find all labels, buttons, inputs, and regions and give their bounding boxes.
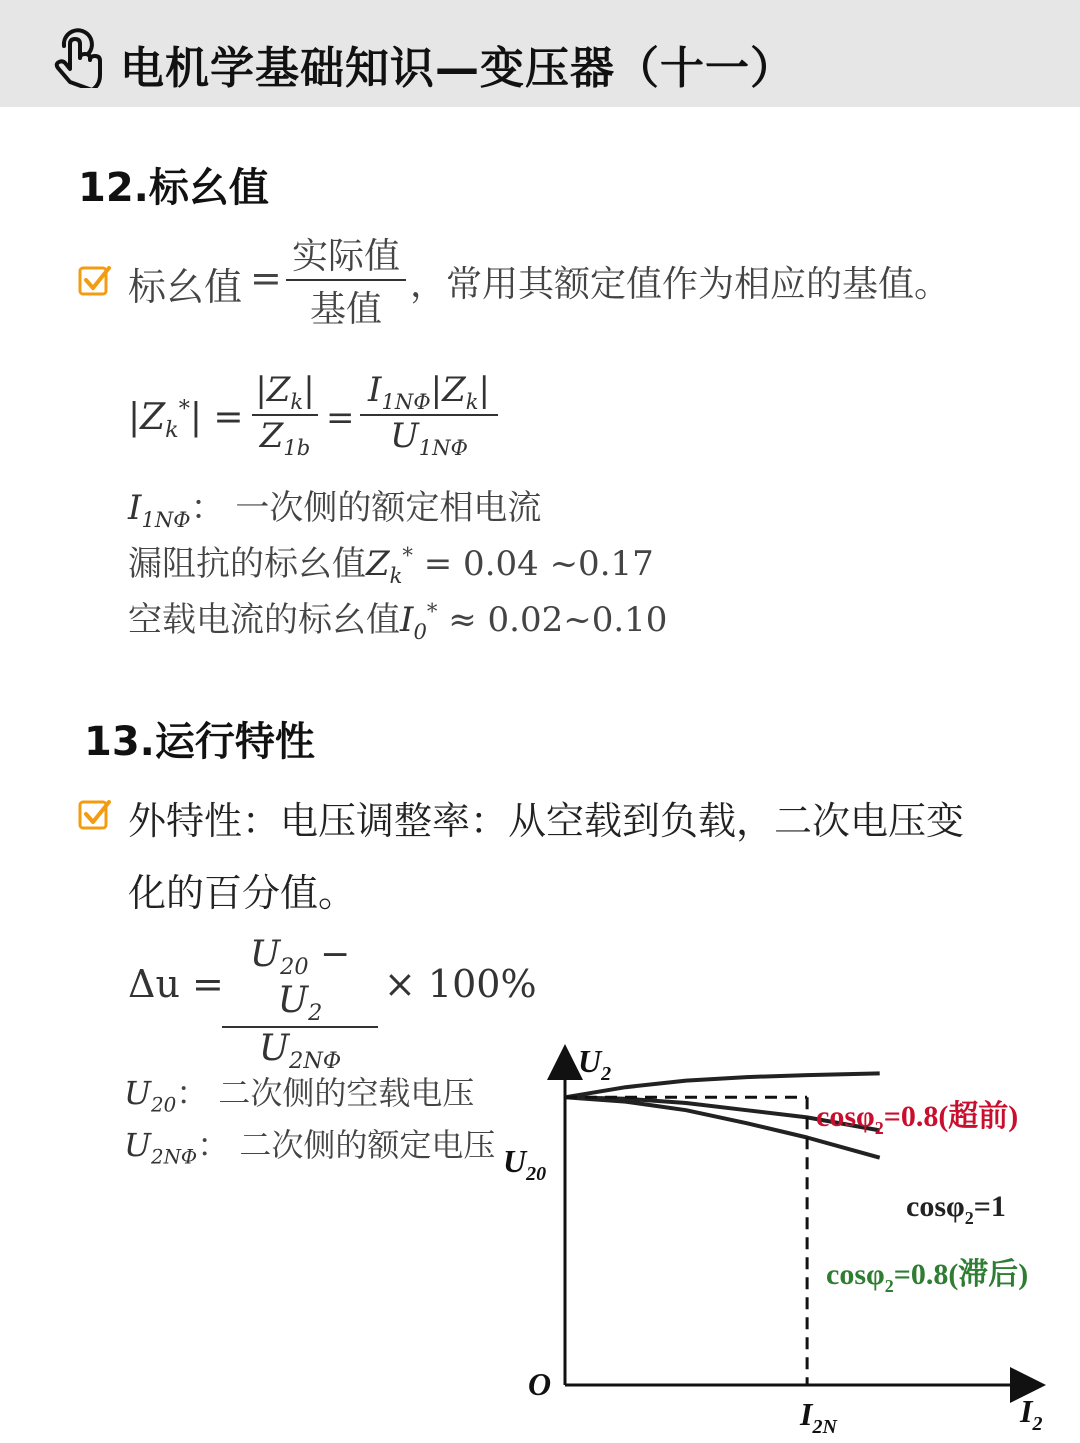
per-unit-label: 标幺值 <box>128 265 243 309</box>
note-no-load-current: 空载电流的标幺值$I_0^*$ ≈ 0.02~0.10 <box>128 598 668 644</box>
checkbox-icon <box>78 264 112 298</box>
note-u20: $U_{20}$： 二次侧的空载电压 <box>124 1074 475 1117</box>
y-axis-label: $U_2$ <box>578 1043 612 1085</box>
note-u2nphi: $U_{2N\Phi}$： 二次侧的额定电压 <box>124 1126 496 1169</box>
checkbox-icon <box>78 798 112 832</box>
series-label-lag: cosφ$_2$=0.8(滞后) <box>826 1258 1029 1296</box>
series-line-0 <box>565 1073 880 1097</box>
delta-u-tail: × 100% <box>384 962 537 1006</box>
external-characteristic-line1: 外特性：电压调整率：从空载到负载，二次电压变 <box>128 799 965 843</box>
series-label-lead: cosφ$_2$=0.8(超前) <box>816 1100 1019 1138</box>
definition-tail: ，常用其额定值作为相应的基值。 <box>410 264 951 305</box>
x-axis-label: $I_2$ <box>1020 1393 1043 1435</box>
fraction-numerator: 实际值 <box>291 236 400 277</box>
note-leakage-impedance: 漏阻抗的标幺值$Z_k^* = 0.04$ ~0.17 <box>128 542 654 588</box>
touch-hand-icon <box>50 26 106 88</box>
page-title: 电机学基础知识—变压器（十一） <box>120 43 795 94</box>
series-line-1 <box>565 1097 880 1130</box>
u20-tick-label: $U_{20}$ <box>503 1143 547 1185</box>
series-label-unity: cosφ$_2$=1 <box>906 1190 1006 1228</box>
section-13-heading: 13.运行特性 <box>84 719 315 765</box>
fraction-denominator: 基值 <box>309 289 382 330</box>
zk-fraction-2: $I_{1N\Phi}|Z_k|$ $U_{1N\Phi}$ <box>360 370 498 460</box>
external-characteristic-line2: 化的百分值。 <box>128 871 357 915</box>
series-line-2 <box>565 1097 880 1157</box>
delta-u-lhs: Δu = <box>128 962 224 1006</box>
zk-eq2: = <box>326 398 355 438</box>
i2n-tick-label: $I_{2N}$ <box>800 1396 837 1438</box>
zk-lhs: $|Z_k^*|$ = <box>128 396 244 444</box>
origin-label: O <box>528 1366 552 1402</box>
header-bar <box>0 0 1080 107</box>
section-12-heading: 12.标幺值 <box>78 165 269 211</box>
equals-sign: = <box>250 256 282 300</box>
per-unit-fraction <box>286 228 406 332</box>
note-i1nphi: $I_{1N\Phi}$： 一次侧的额定相电流 <box>128 488 542 532</box>
zk-fraction-1: $|Z_k|$ $Z_{1b}$ <box>252 370 318 460</box>
delta-u-fraction: $U_{20} - U_2$ $U_{2N\Phi}$ <box>222 934 378 1075</box>
